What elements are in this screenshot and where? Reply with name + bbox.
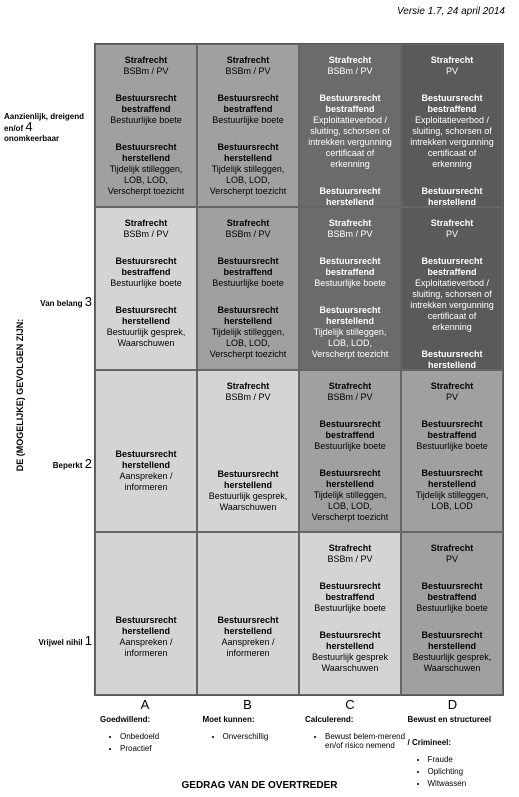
measure-title: Bestuursrecht bestraffend — [217, 255, 279, 277]
measure-block — [402, 581, 502, 614]
column-legend — [305, 715, 407, 753]
row-label-text: Aanzienlijk, dreigend en/of — [4, 112, 85, 133]
measure-block — [198, 615, 298, 659]
measure-title: Strafrecht — [124, 217, 168, 228]
measure-block — [402, 349, 502, 370]
measure-title: Bestuursrecht herstellend — [217, 468, 279, 490]
column-legend — [203, 715, 305, 744]
measure-title: Strafrecht — [430, 55, 474, 65]
measure-title: Bestuursrecht herstellend — [421, 630, 483, 652]
measure-detail: Aanspreken / informeren — [221, 637, 275, 659]
measure-title: Bestuursrecht herstellend — [217, 142, 279, 163]
measure-block — [96, 256, 196, 289]
measure-title: Strafrecht — [226, 380, 270, 391]
matrix-cell — [299, 44, 401, 207]
row-label — [4, 633, 92, 648]
measure-detail: BSBm / PV — [123, 228, 169, 239]
legend-item: • Onbedoeld — [120, 732, 202, 741]
measure-detail: Bestuurlijk gesprek Waarschuwen — [311, 652, 389, 674]
matrix-cell — [197, 370, 299, 533]
measure-title: Bestuursrecht herstellend — [115, 448, 177, 470]
row-label-text: Beperkt — [52, 461, 85, 470]
measure-title: Bestuursrecht bestraffend — [319, 93, 381, 114]
measure-title: Bestuursrecht bestraffend — [319, 418, 381, 440]
measure-detail: PV — [445, 391, 458, 402]
matrix-cell — [197, 44, 299, 207]
measure-title: Strafrecht — [226, 217, 270, 228]
measure-block — [219, 218, 276, 240]
measure-title: Bestuursrecht herstellend — [421, 348, 483, 370]
measure-title: Bestuursrecht herstellend — [319, 630, 381, 652]
row-label-text: Vrijwel nihil — [38, 638, 85, 647]
measure-detail: Tijdelijk stilleggen, LOB, LOD, Verscherpt toezicht — [311, 489, 389, 522]
measure-block — [402, 93, 502, 170]
measure-detail: Exploitatieverbod / sluiting, schorsen of intrekken vergunning certificaat of erkenning — [410, 277, 494, 332]
legend-heading: Goedwillend: — [100, 715, 151, 724]
measure-block — [117, 55, 174, 77]
measure-detail: BSBm / PV — [123, 66, 169, 76]
measure-detail: Tijdelijk stilleggen, LOB, LOD — [415, 489, 489, 511]
legend-heading-2: / Crimineel: — [407, 738, 452, 747]
legend-heading: Bewust en structureel — [407, 715, 492, 724]
matrix-cell — [299, 207, 401, 370]
matrix-cell — [197, 207, 299, 370]
matrix-cell — [299, 532, 401, 695]
legend-item: • Onverschillig — [223, 732, 305, 741]
measure-title: Bestuursrecht bestraffend — [115, 93, 177, 114]
measure-detail: Tijdelijk stilleggen, LOB, LOD, Verscherpt toezicht — [209, 326, 287, 359]
measure-block — [321, 381, 378, 403]
measure-block — [198, 142, 298, 197]
row-number: 4 — [25, 119, 33, 134]
measure-block — [198, 469, 298, 513]
measure-detail: PV — [445, 228, 458, 239]
measure-title: Bestuursrecht herstellend — [217, 615, 279, 637]
legend-item: • Oplichting — [428, 767, 510, 776]
row-label-text-2: onomkeerbaar — [4, 134, 60, 143]
yaxis-title: DE (MOGELIJKE) GEVOLGEN ZIJN: — [15, 318, 25, 472]
measure-block — [431, 55, 474, 77]
legend-list — [305, 732, 407, 750]
measure-title: Strafrecht — [328, 217, 372, 228]
matrix-cell — [401, 370, 503, 533]
measure-detail: Bestuurlijke boete — [110, 115, 182, 125]
measure-block — [300, 256, 400, 289]
measure-block — [198, 305, 298, 360]
measure-title: Bestuursrecht bestraffend — [421, 581, 483, 603]
measure-detail: Bestuurlijke boete — [212, 115, 284, 125]
column-letter: A — [140, 697, 150, 712]
measure-block — [402, 630, 502, 674]
measure-detail: PV — [445, 554, 458, 565]
legend-item: • Bewust belem-merend en/of risico nemend — [325, 732, 407, 750]
measure-title: Bestuursrecht herstellend — [319, 304, 381, 326]
legend-list — [100, 732, 202, 753]
measure-block — [198, 256, 298, 289]
measure-title: Bestuursrecht herstellend — [421, 186, 483, 207]
measure-block — [300, 630, 400, 674]
measure-block — [117, 218, 174, 240]
row-label — [4, 456, 92, 471]
measure-title: Strafrecht — [328, 55, 372, 65]
matrix-cell — [197, 532, 299, 695]
measure-block — [300, 93, 400, 170]
measure-detail: BSBm / PV — [225, 391, 271, 402]
legend-item: • Witwassen — [428, 779, 510, 788]
row-number: 3 — [84, 294, 92, 309]
measure-title: Bestuursrecht bestraffend — [115, 255, 177, 277]
measure-detail: Aanspreken / informeren — [119, 637, 173, 659]
matrix-cell — [401, 207, 503, 370]
matrix-cell — [401, 532, 503, 695]
measure-block — [96, 142, 196, 197]
measure-block — [96, 305, 196, 349]
measure-title: Strafrecht — [328, 380, 372, 391]
measure-detail: BSBm / PV — [225, 66, 271, 76]
measure-title: Strafrecht — [124, 55, 168, 65]
measure-block — [321, 55, 378, 77]
column-legend — [100, 715, 202, 756]
measure-title: Strafrecht — [430, 217, 474, 228]
column-letter: B — [243, 697, 252, 712]
measure-detail: BSBm / PV — [327, 391, 373, 402]
measure-title: Strafrecht — [226, 55, 270, 65]
measure-detail: BSBm / PV — [225, 228, 271, 239]
measure-detail: Bestuurlijke boete — [110, 277, 182, 288]
measure-title: Bestuursrecht herstellend — [217, 304, 279, 326]
measure-title: Bestuursrecht herstellend — [319, 467, 381, 489]
measure-title: Bestuursrecht bestraffend — [421, 255, 483, 277]
measure-detail: Bestuurlijke boete — [416, 440, 488, 451]
measure-block — [96, 449, 196, 493]
measure-block — [402, 256, 502, 333]
measure-block — [242, 419, 254, 453]
legend-heading: Calculerend: — [305, 715, 354, 724]
measure-block — [402, 419, 502, 452]
measure-block — [321, 218, 378, 240]
measure-block — [300, 419, 400, 452]
measure-block — [198, 93, 298, 126]
matrix-cell — [95, 532, 197, 695]
xaxis-title: GEDRAG VAN DE OVERTREDER — [181, 780, 338, 791]
measure-block — [402, 186, 502, 207]
measure-title: Bestuursrecht herstellend — [115, 304, 177, 326]
measure-detail: PV — [445, 66, 458, 76]
row-number: 1 — [84, 633, 92, 648]
measure-detail: BSBm / PV — [327, 228, 373, 239]
measure-block — [300, 186, 400, 207]
row-number: 2 — [84, 456, 92, 471]
measure-detail: Bestuurlijke boete — [314, 440, 386, 451]
row-label — [4, 112, 92, 144]
measure-title: Bestuursrecht bestraffend — [319, 581, 381, 603]
measure-title: Bestuursrecht herstellend — [115, 142, 177, 163]
matrix-cell — [95, 207, 197, 370]
measure-block — [219, 55, 276, 77]
measure-detail: Bestuurlijke boete — [314, 603, 386, 614]
legend-item: • Proactief — [120, 744, 202, 753]
legend-item: • Fraude — [428, 755, 510, 764]
measure-title: Strafrecht — [430, 380, 474, 391]
matrix-cell — [95, 44, 197, 207]
measure-title: Bestuursrecht bestraffend — [421, 418, 483, 440]
measure-detail: Aanspreken / informeren — [119, 470, 173, 492]
measure-block — [300, 581, 400, 614]
row-label — [4, 294, 92, 309]
measure-block — [300, 468, 400, 523]
measure-detail: Bestuurlijk gesprek, Waarschuwen — [106, 326, 186, 348]
measure-detail: Exploitatieverbod / sluiting, schorsen of intrekken vergunning certificaat of erkenning — [410, 115, 494, 169]
measure-block — [321, 543, 378, 565]
measure-detail: Exploitatieverbod / sluiting, schorsen of intrekken vergunning certificaat of erkenning — [308, 115, 392, 169]
measure-detail: Tijdelijk stilleggen, LOB, LOD, Verscherpt toezicht — [107, 164, 185, 196]
measure-title: Bestuursrecht herstellend — [319, 186, 381, 207]
measure-title: Strafrecht — [430, 543, 474, 554]
column-letter: D — [447, 697, 458, 712]
measure-block — [431, 381, 474, 403]
measure-block — [219, 381, 276, 403]
measure-detail: Bestuurlijk gesprek, Waarschuwen — [208, 490, 288, 512]
measure-title: Bestuursrecht herstellend — [421, 467, 483, 489]
measure-detail: Tijdelijk stilleggen, LOB, LOD, Verscherpt toezicht — [209, 164, 287, 196]
measure-detail: Bestuurlijke boete — [314, 277, 386, 288]
measure-title: Strafrecht — [328, 543, 372, 554]
column-letter: C — [345, 697, 355, 712]
matrix-cell — [401, 44, 503, 207]
row-label-text: Van belang — [40, 299, 85, 308]
measure-title: Bestuursrecht herstellend — [115, 615, 177, 637]
measure-detail: Bestuurlijke boete — [212, 277, 284, 288]
matrix-cell — [299, 370, 401, 533]
measure-detail: Bestuurlijke boete — [416, 603, 488, 614]
measure-block — [300, 305, 400, 360]
measure-block — [402, 468, 502, 512]
measure-title: Bestuursrecht bestraffend — [217, 93, 279, 114]
measure-block — [431, 218, 474, 240]
measure-detail: BSBm / PV — [327, 66, 373, 76]
matrix-grid — [94, 43, 504, 696]
matrix-cell — [95, 370, 197, 533]
measure-block — [96, 615, 196, 659]
measure-detail: Bestuurlijk gesprek, Waarschuwen — [412, 652, 492, 674]
measure-detail: BSBm / PV — [327, 554, 373, 565]
measure-title: Bestuursrecht bestraffend — [319, 255, 381, 277]
version-label: Versie 1.7, 24 april 2014 — [396, 6, 505, 17]
measure-block — [431, 543, 474, 565]
legend-heading: Moet kunnen: — [202, 715, 255, 724]
legend-list — [203, 732, 305, 741]
measure-block — [96, 93, 196, 126]
measure-title: Bestuursrecht bestraffend — [421, 93, 483, 114]
measure-detail: Tijdelijk stilleggen, LOB, LOD, Verscherpt toezicht — [311, 326, 389, 359]
